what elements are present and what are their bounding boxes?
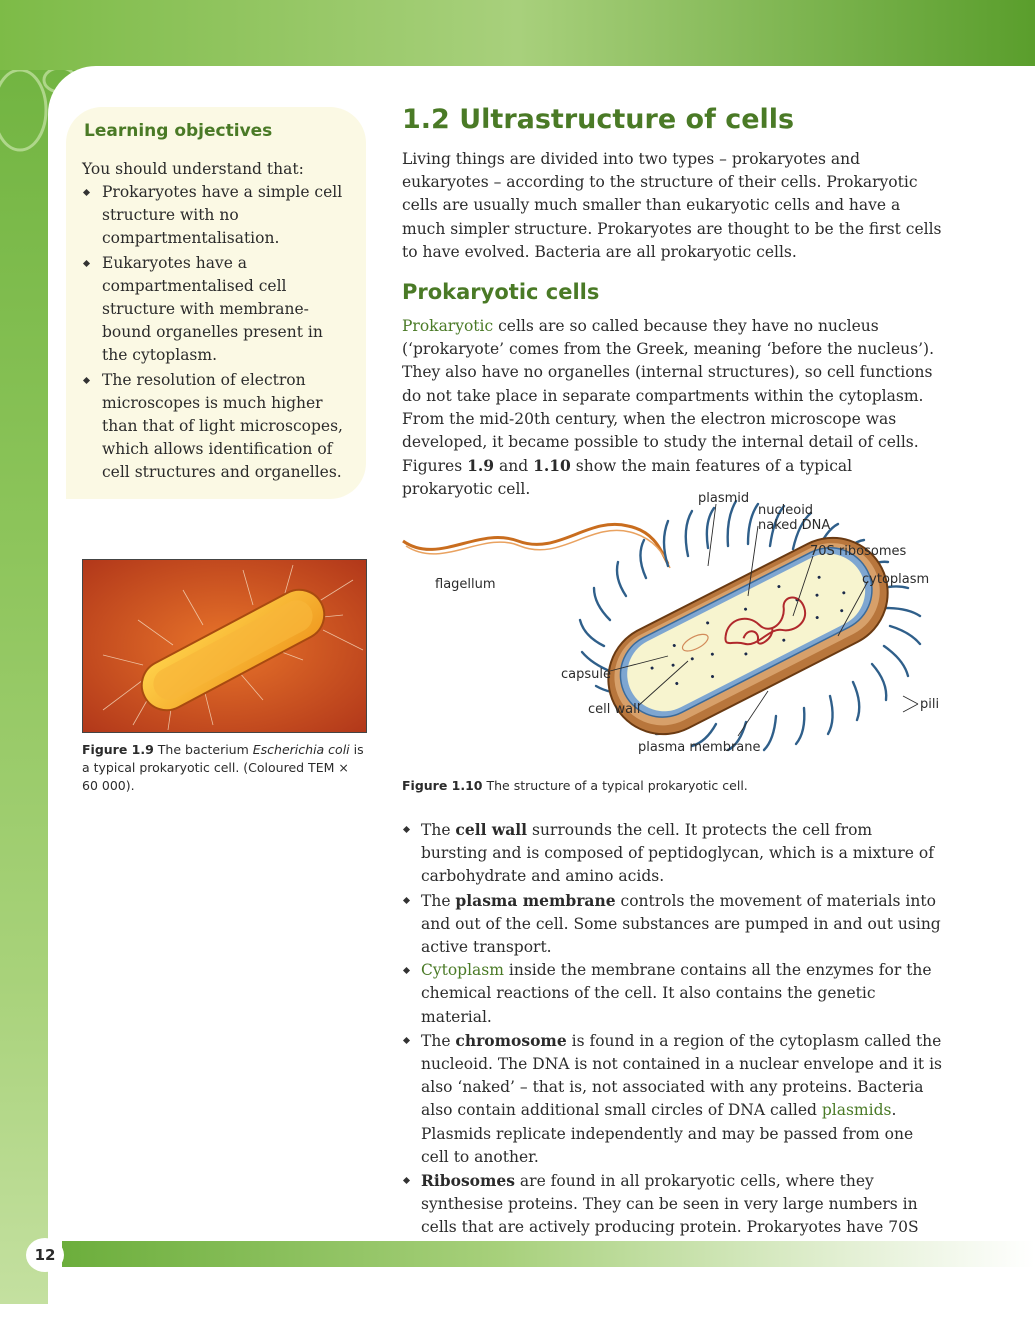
ecoli-photo: [82, 559, 367, 733]
bullet-icon: [403, 1037, 410, 1044]
objective-item: The resolution of electron microscopes is much higher than that of light microscopes, which allows identification of cell structures and organelles.: [82, 369, 352, 484]
subsection-title: Prokaryotic cells: [402, 280, 600, 304]
list-item: Ribosomes are found in all prokaryotic cells, where they synthesise proteins. They can be seen in very large numbers in cells that are actively producing protein. Prokaryotes have 70S: [402, 1169, 942, 1263]
bullet-icon: [403, 897, 410, 904]
bullet-icon: [403, 967, 410, 974]
label-pili: pili: [920, 697, 940, 712]
top-band: [0, 0, 1035, 70]
label-70s-ribosomes: 70S ribosomes: [810, 544, 907, 559]
list-item: The chromosome is found in a region of the cytoplasm called the nucleoid. The DNA is not contained in a nuclear envelope and it is also ‘naked’ – that is, not associated with any proteins. Bacteria also contain additional small circles of DNA called plasmids. Plasmids replicate independently and may be passed from one cell to another.: [402, 1029, 942, 1169]
learning-objectives-intro: You should understand that:: [82, 160, 304, 178]
cell-parts-list: [402, 818, 942, 1263]
figure-1-10-caption: Figure 1.10 The structure of a typical prokaryotic cell.: [402, 778, 748, 793]
list-item: Cytoplasm inside the membrane contains all the enzymes for the chemical reactions of the cell. It also contains the genetic material.: [402, 959, 942, 1029]
figure-1-9-caption: Figure 1.9 The bacterium Escherichia coli is a typical prokaryotic cell. (Coloured TEM × 60 000).: [82, 742, 364, 793]
label-flagellum: flagellum: [435, 577, 496, 592]
list-item: The plasma membrane controls the movement of materials into and out of the cell. Some substances are pumped in and out using active transport.: [402, 889, 942, 960]
footer-bar: [62, 1241, 1035, 1267]
label-naked-dna: naked DNA: [758, 518, 831, 533]
bullet-icon: [403, 1177, 410, 1184]
section-title: 1.2 Ultrastructure of cells: [402, 104, 795, 135]
bullet-icon: [83, 260, 90, 267]
bullet-icon: [403, 826, 410, 833]
label-cell-wall: cell wall: [588, 702, 641, 717]
learning-objectives-list: [82, 181, 352, 486]
label-cytoplasm: cytoplasm: [862, 572, 930, 587]
bullet-icon: [83, 189, 90, 196]
list-item: The cell wall surrounds the cell. It protects the cell from bursting and is composed of peptidoglycan, which is a mixture of carbohydrate and amino acids.: [402, 818, 942, 889]
objective-item: Prokaryotes have a simple cell structure with no compartmentalisation.: [82, 181, 352, 250]
page-number: 12: [26, 1238, 64, 1272]
prokaryotic-paragraph: Prokaryotic cells are so called because they have no nucleus (‘prokaryote’ comes from the Greek, meaning ‘before the nucleus’). They also have no organelles (internal structures), so cell functions do not take place in separate compartments within the cytoplasm. From the mid-20th century, when the electron microscope was developed, it became possible to study the internal detail of cells. Figures 1.9 and 1.10 show the main features of a typical prokaryotic cell.: [402, 317, 934, 499]
label-plasmid: plasmid: [698, 491, 750, 506]
bullet-icon: [83, 377, 90, 384]
section-intro: Living things are divided into two types – prokaryotes and eukaryotes – according to the structure of their cells. Prokaryotic cells are usually much smaller than eukaryotic cells and have a much simpler structure. Prokaryotes are thought to be the first cells to have evolved. Bacteria are all prokaryotic cells.: [402, 150, 942, 261]
label-nucleoid: nucleoid: [758, 503, 814, 518]
label-capsule: capsule: [561, 667, 611, 682]
objective-item: Eukaryotes have a compartmentalised cell structure with membrane-bound organelles present in the cytoplasm.: [82, 252, 352, 367]
learning-objectives-title: Learning objectives: [84, 121, 273, 141]
prokaryotic-cell-diagram: [398, 486, 958, 766]
label-plasma-membrane: plasma membrane: [638, 740, 761, 755]
